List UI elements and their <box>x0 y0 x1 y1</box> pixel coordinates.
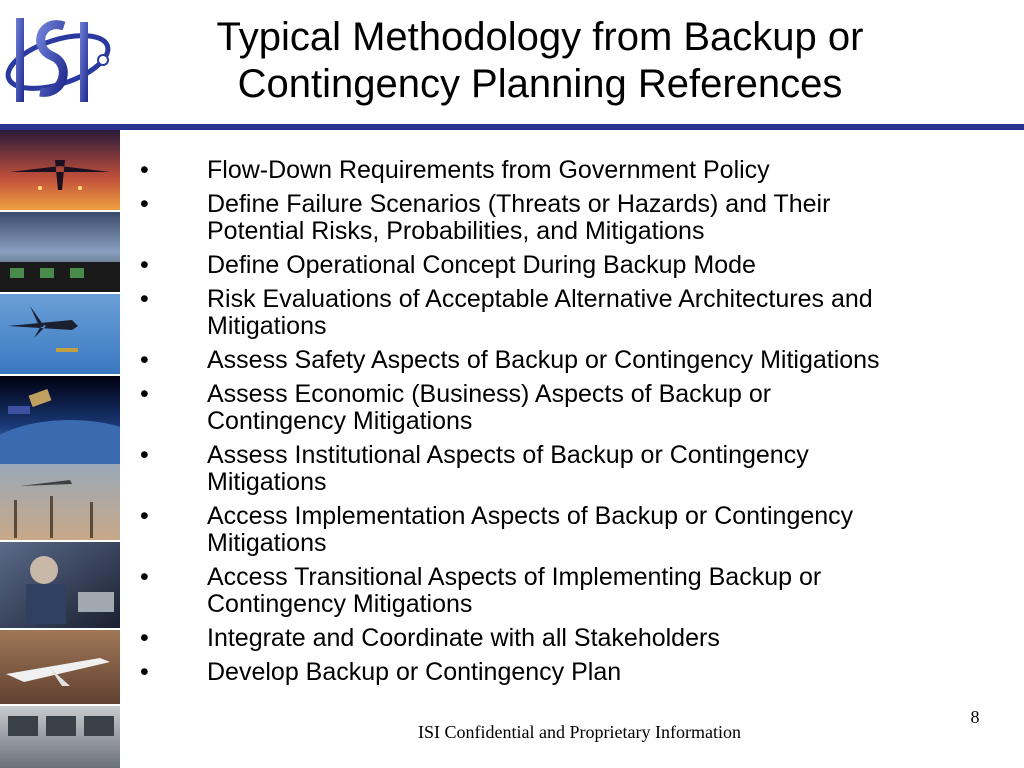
bullet-text-line: Assess Economic (Business) Aspects of Backup or <box>207 380 772 408</box>
photo-operator-desk <box>0 542 120 628</box>
bullet-marker: • <box>140 502 149 530</box>
photo-cockpit <box>0 212 120 292</box>
photo-jet-sunset <box>0 130 120 210</box>
bullet-text-line: Potential Risks, Probabilities, and Mitigations <box>207 217 705 245</box>
list-item <box>140 564 1000 618</box>
photo-business-jet <box>0 630 120 704</box>
list-item <box>140 659 1000 686</box>
bullet-marker: • <box>140 658 149 686</box>
list-item <box>140 157 1000 184</box>
bullet-text-line: Mitigations <box>207 312 327 340</box>
aviation-photo-strip <box>0 130 120 768</box>
list-item <box>140 625 1000 652</box>
slide-title <box>130 14 950 108</box>
bullet-text-line: Contingency Mitigations <box>207 407 473 435</box>
bullet-marker: • <box>140 563 149 591</box>
list-item <box>140 191 1000 245</box>
title-line-2: Contingency Planning References <box>237 62 843 106</box>
bullet-marker: • <box>140 380 149 408</box>
title-line-1: Typical Methodology from Backup or <box>216 15 864 59</box>
bullet-marker: • <box>140 251 149 279</box>
list-item <box>140 381 1000 435</box>
list-item <box>140 442 1000 496</box>
bullet-text-line: Define Failure Scenarios (Threats or Hazards) and Their <box>207 190 831 218</box>
bullet-text-line: Access Implementation Aspects of Backup or Contingency <box>207 502 854 530</box>
bullet-text-line: Assess Safety Aspects of Backup or Contingency Mitigations <box>207 346 880 374</box>
bullet-marker: • <box>140 190 149 218</box>
bullet-text-line: Mitigations <box>207 529 327 557</box>
bullet-text-line: Define Operational Concept During Backup Mode <box>207 251 756 279</box>
bullet-marker: • <box>140 346 149 374</box>
bullet-text-line: Assess Institutional Aspects of Backup or Contingency <box>207 441 809 469</box>
bullet-text-line: Contingency Mitigations <box>207 590 473 618</box>
bullet-text-line: Integrate and Coordinate with all Stakeholders <box>207 624 720 652</box>
bullet-text-line: Access Transitional Aspects of Implementing Backup or <box>207 563 822 591</box>
bullet-text-line: Develop Backup or Contingency Plan <box>207 658 622 686</box>
list-item <box>140 286 1000 340</box>
bullet-marker: • <box>140 441 149 469</box>
photo-plane-sky <box>0 294 120 374</box>
bullet-marker: • <box>140 156 149 184</box>
list-item <box>140 252 1000 279</box>
title-divider <box>0 124 1024 130</box>
footer-confidential: ISI Confidential and Proprietary Information <box>418 722 741 742</box>
bullet-text-line: Risk Evaluations of Acceptable Alternative Architectures and <box>207 285 873 313</box>
isi-logo <box>0 0 120 122</box>
bullet-marker: • <box>140 285 149 313</box>
list-item <box>140 347 1000 374</box>
page-number: 8 <box>970 707 980 727</box>
bullet-marker: • <box>140 624 149 652</box>
bullet-text-line: Mitigations <box>207 468 327 496</box>
bullet-list <box>140 157 1000 693</box>
list-item <box>140 503 1000 557</box>
photo-airport-towers <box>0 464 120 540</box>
bullet-text-line: Flow-Down Requirements from Government Policy <box>207 156 770 184</box>
